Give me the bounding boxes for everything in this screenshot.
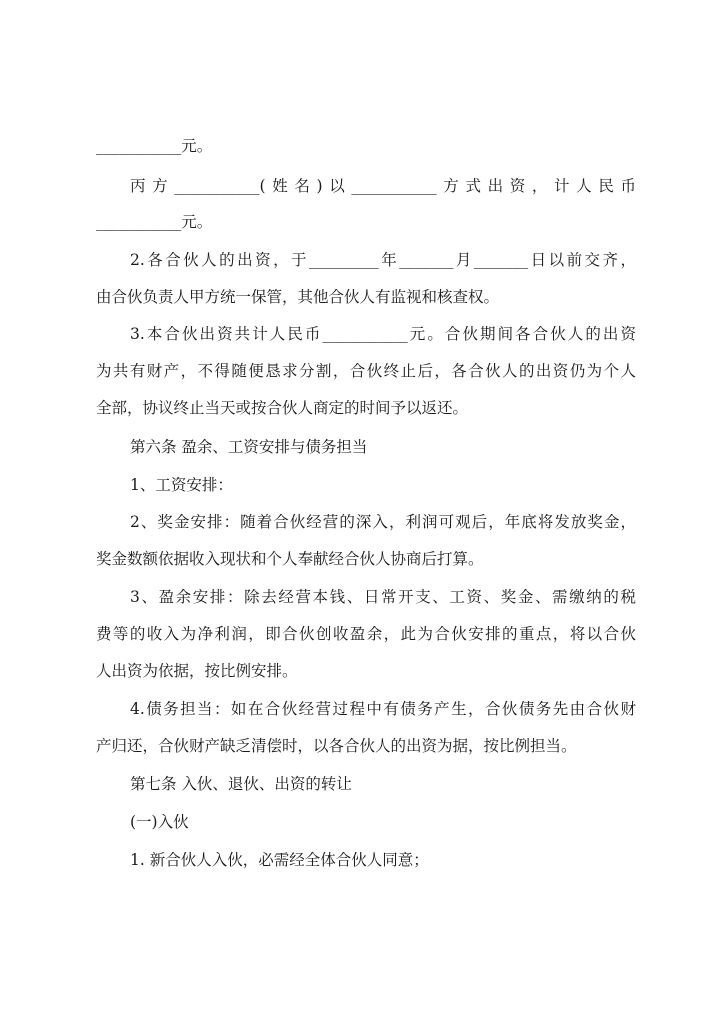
text-line: 产归还，合伙财产缺乏清偿时，以各合伙人的出资为据，按比例担当。 — [96, 737, 577, 755]
text-line: 3.本合伙出资共计人民币___________元。合伙期间各合伙人的出资 — [130, 325, 636, 343]
section-heading: 第六条 盈余、工资安排与债务担当 — [130, 438, 368, 456]
text-line: 4.债务担当：如在合伙经营过程中有债务产生，合伙债务先由合伙财 — [130, 700, 636, 718]
text-line: 2、奖金安排：随着合伙经营的深入，利润可观后，年底将发放奖金， — [130, 513, 636, 531]
text-line: 费等的收入为净利润，即合伙创收盈余，此为合伙安排的重点，将以合伙 — [96, 625, 636, 643]
text-line: 2.各合伙人的出资，于_________年_______月_______日以前交齐， — [130, 251, 636, 269]
text-line: 由合伙负责人甲方统一保管，其他合伙人有监视和核查权。 — [96, 288, 500, 306]
text-line: 人出资为依据，按比例安排。 — [96, 662, 298, 680]
text-line: 全部，协议终止当天或按合伙人商定的时间予以返还。 — [96, 399, 469, 417]
text-line: 为共有财产，不得随便恳求分割，合伙终止后，各合伙人的出资仍为个人 — [96, 362, 636, 380]
text-line: 1. 新合伙人入伙，必需经全体合伙人同意； — [130, 851, 429, 869]
text-line: 丙方___________(姓名)以___________方式出资，计人民币 — [130, 177, 636, 195]
text-line: 奖金数额依据收入现状和个人奉献经合伙人协商后打算。 — [96, 550, 484, 568]
text-line: ___________元。 — [96, 137, 213, 155]
text-line: ___________元。 — [96, 213, 213, 231]
text-line: 1、工资安排： — [130, 476, 233, 494]
subsection-heading: (一)入伙 — [130, 813, 189, 831]
text-line: 3、盈余安排：除去经营本钱、日常开支、工资、奖金、需缴纳的税 — [130, 588, 636, 606]
section-heading: 第七条 入伙、退伙、出资的转让 — [130, 775, 352, 793]
